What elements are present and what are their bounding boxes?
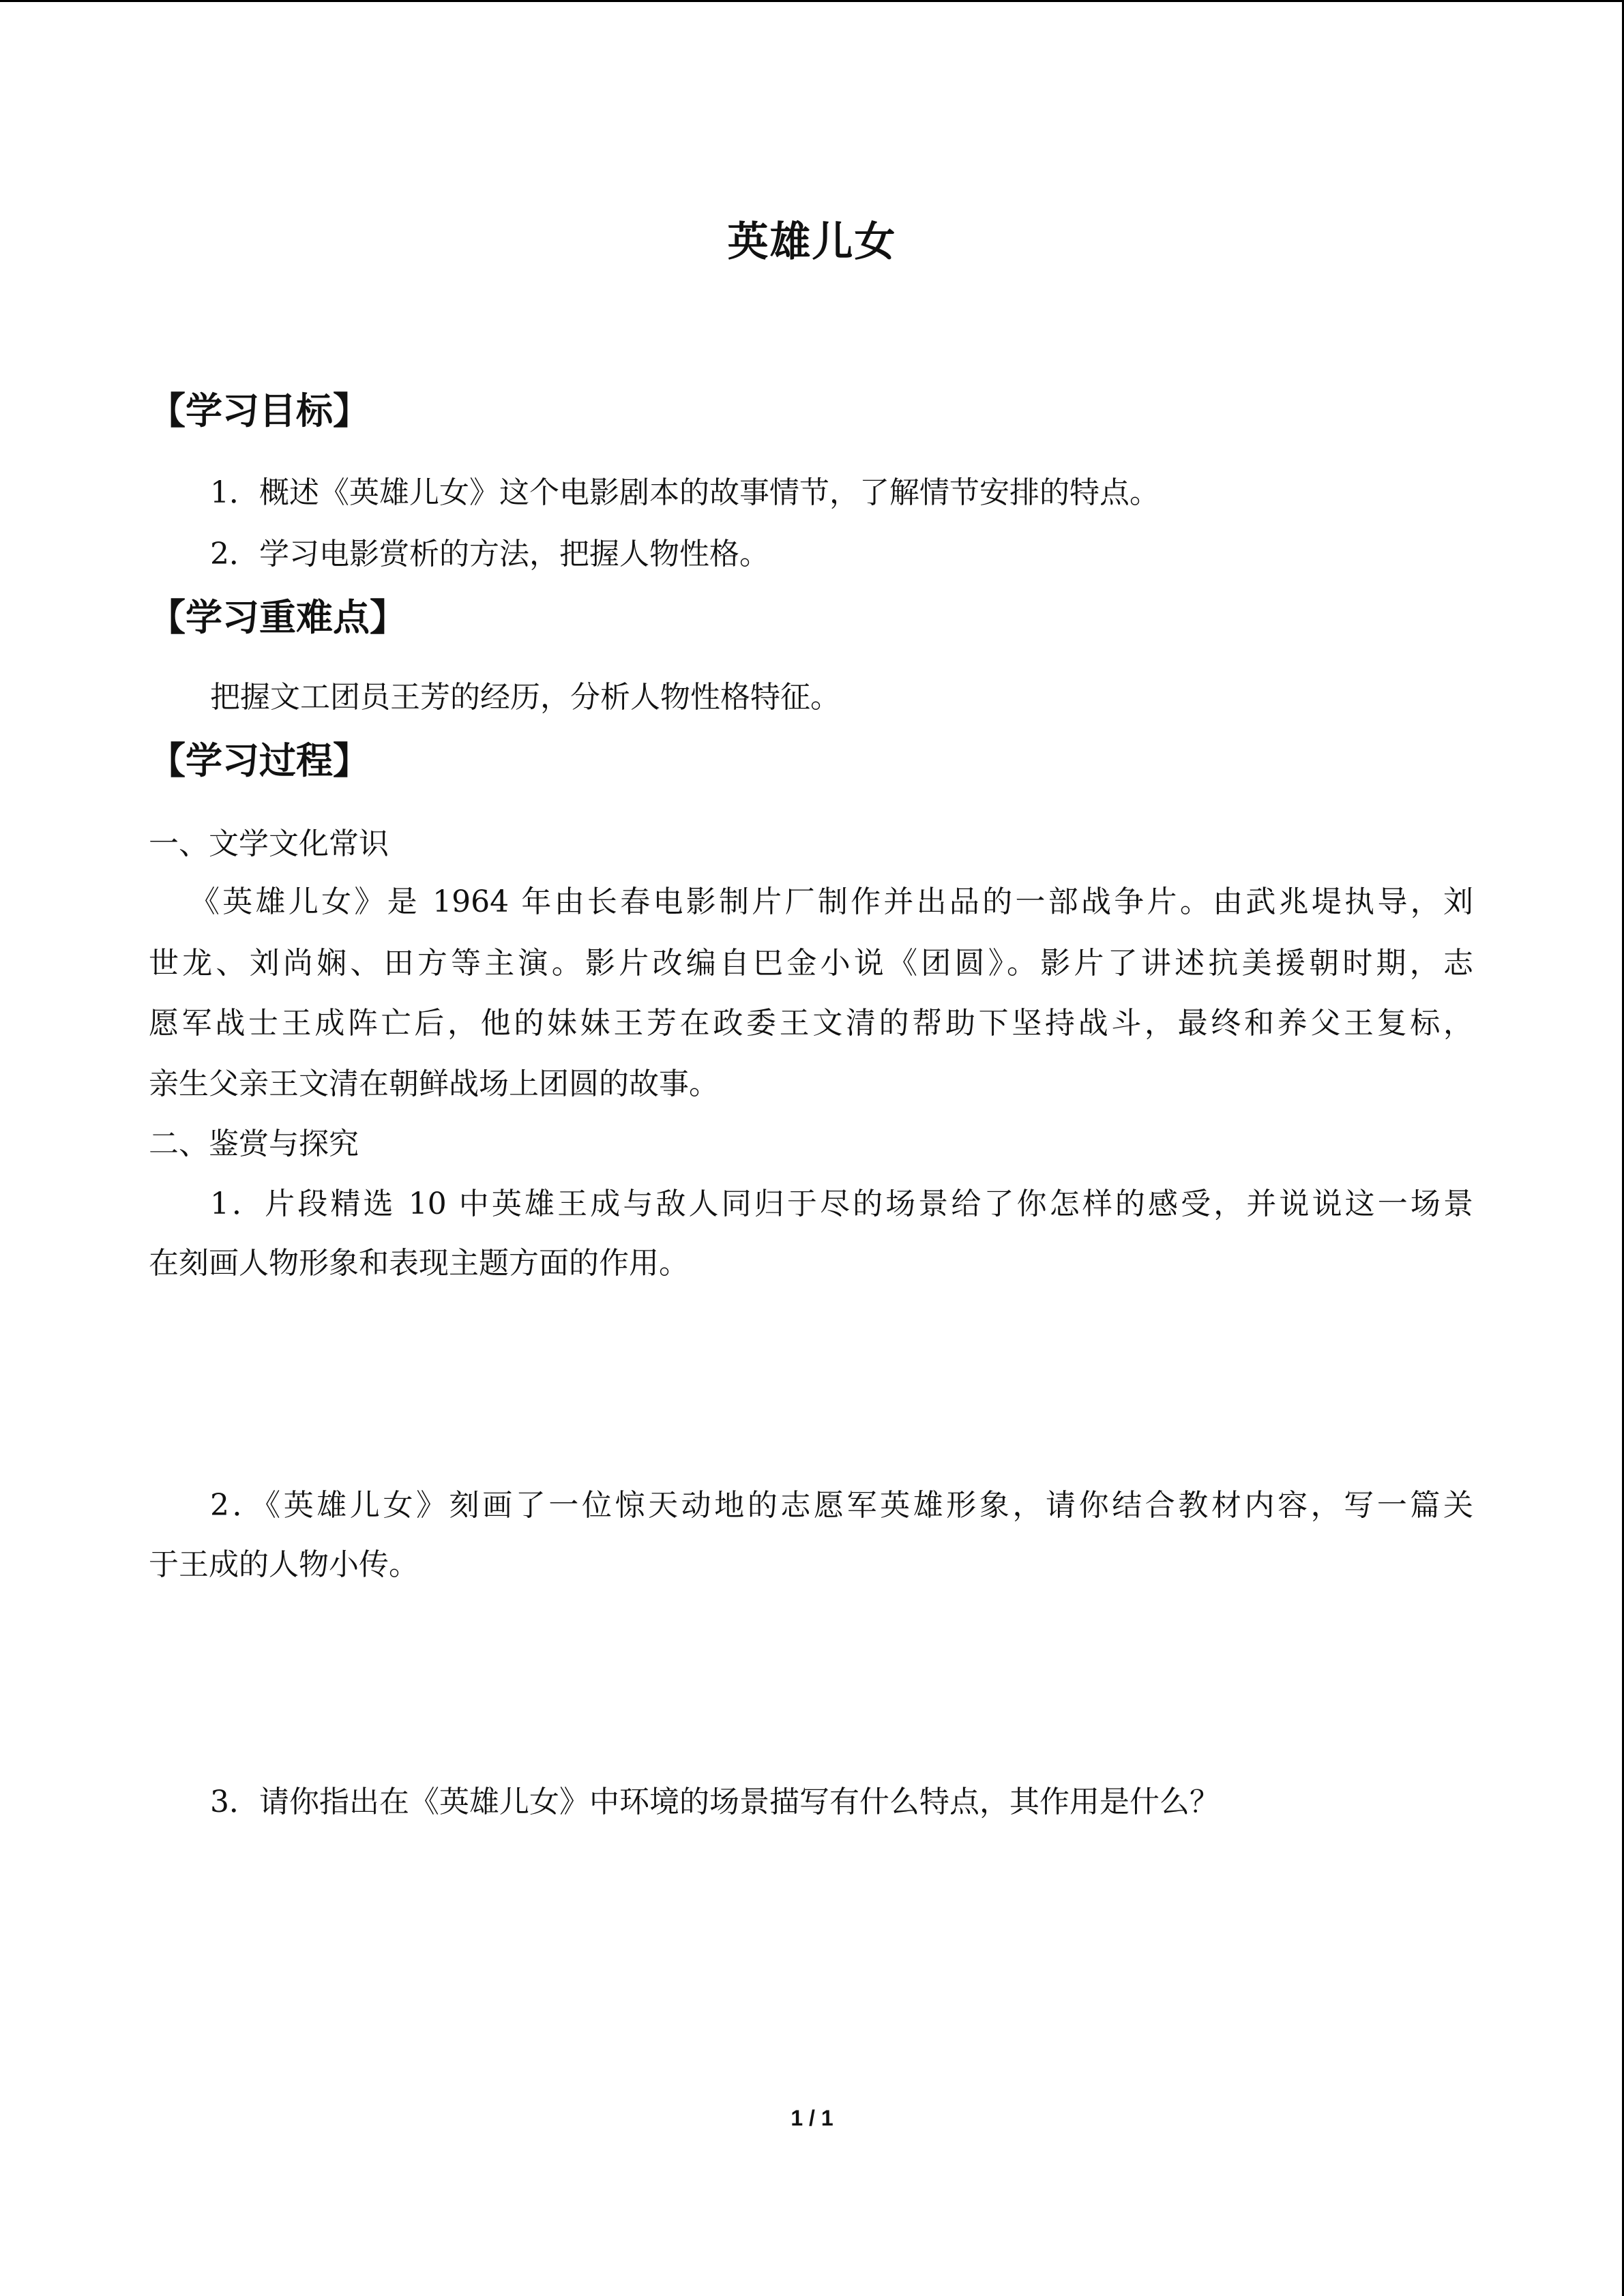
part1-line-2: 世龙、刘尚娴、田方等主演。影片改编自巴金小说《团圆》。影片了讲述抗美援朝时期，志 — [149, 946, 1473, 981]
part2-heading: 二、鉴赏与探究 — [149, 1127, 359, 1161]
part1-line-3: 愿军战士王成阵亡后，他的妹妹王芳在政委王文清的帮助下坚持战斗，最终和养父王复标， — [149, 1006, 1473, 1041]
part1-heading: 一、文学文化常识 — [149, 826, 389, 861]
goal-item-1: 1．概述《英雄儿女》这个电影剧本的故事情节，了解情节安排的特点。 — [210, 475, 1160, 510]
focus-text: 把握文工团员王芳的经历，分析人物性格特征。 — [210, 680, 840, 715]
goal-item-2: 2．学习电影赏析的方法，把握人物性格。 — [210, 537, 769, 571]
section-heading-process: 【学习过程】 — [149, 739, 370, 782]
section-heading-focus: 【学习重难点】 — [149, 596, 407, 639]
document-title: 英雄儿女 — [727, 218, 897, 266]
part1-line-4: 亲生父亲王文清在朝鲜战场上团圆的故事。 — [149, 1067, 719, 1101]
question-2-line-1: 2．《英雄儿女》刻画了一位惊天动地的志愿军英雄形象，请你结合教材内容，写一篇关 — [210, 1488, 1473, 1523]
question-1-line-2: 在刻画人物形象和表现主题方面的作用。 — [149, 1246, 689, 1281]
question-2-line-2: 于王成的人物小传。 — [149, 1547, 419, 1582]
section-heading-goals: 【学习目标】 — [149, 389, 370, 432]
part1-line-1: 《英雄儿女》是 1964 年由长春电影制片厂制作并出品的一部战争片。由武兆堤执导，刘 — [190, 884, 1473, 919]
page-number: 1 / 1 — [791, 2106, 833, 2130]
question-1-line-1: 1．片段精选 10 中英雄王成与敌人同归于尽的场景给了你怎样的感受，并说说这一场景 — [210, 1187, 1473, 1221]
question-3-line-1: 3．请你指出在《英雄儿女》中环境的场景描写有什么特点，其作用是什么？ — [210, 1785, 1220, 1819]
